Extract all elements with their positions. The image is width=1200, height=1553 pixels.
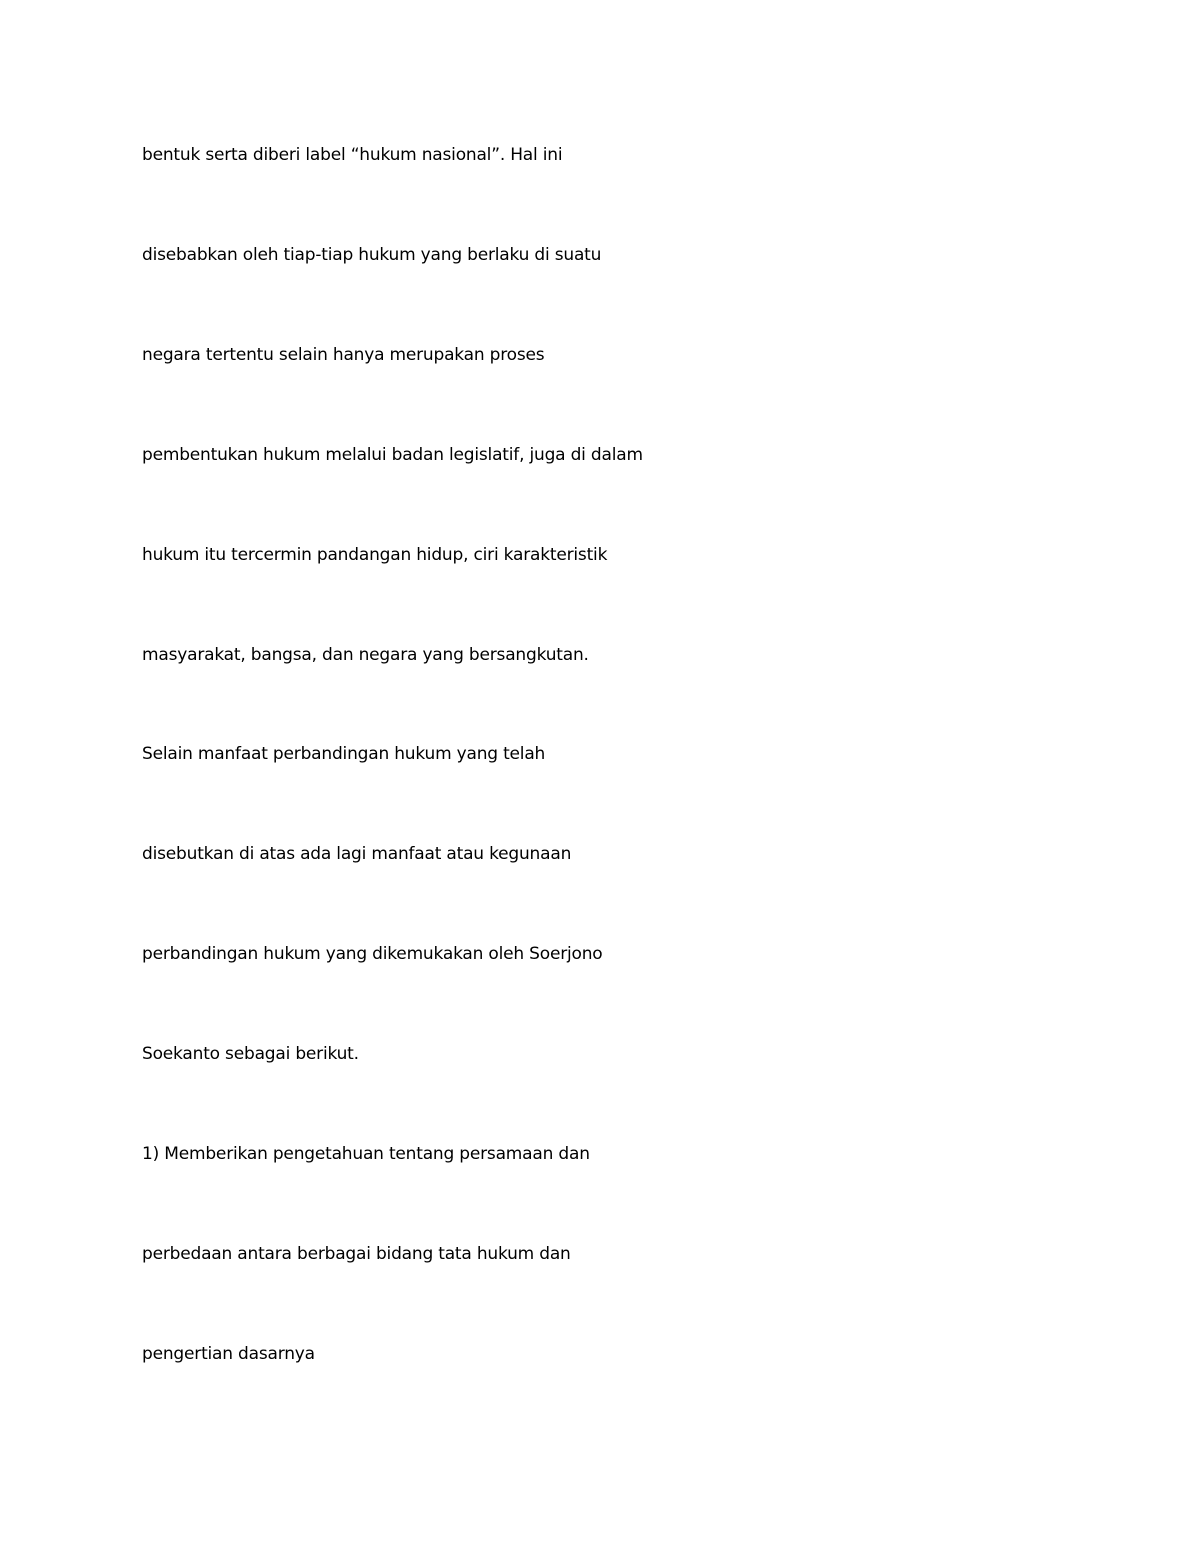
text-line: masyarakat, bangsa, dan negara yang bersangkutan. (142, 645, 589, 665)
text-line: Soekanto sebagai berikut. (142, 1044, 359, 1064)
text-line: disebutkan di atas ada lagi manfaat atau kegunaan (142, 844, 572, 864)
text-line: pengertian dasarnya (142, 1344, 315, 1364)
text-line: pembentukan hukum melalui badan legislatif, juga di dalam (142, 445, 643, 465)
text-line: negara tertentu selain hanya merupakan proses (142, 345, 545, 365)
text-line: hukum itu tercermin pandangan hidup, ciri karakteristik (142, 545, 608, 565)
text-line: Selain manfaat perbandingan hukum yang telah (142, 744, 546, 764)
text-line: bentuk serta diberi label “hukum nasional”. Hal ini (142, 145, 563, 165)
text-line: perbedaan antara berbagai bidang tata hukum dan (142, 1244, 571, 1264)
list-item: 1) Memberikan pengetahuan tentang persamaan dan (142, 1144, 590, 1164)
text-line: disebabkan oleh tiap-tiap hukum yang berlaku di suatu (142, 245, 602, 265)
text-line: perbandingan hukum yang dikemukakan oleh Soerjono (142, 944, 603, 964)
